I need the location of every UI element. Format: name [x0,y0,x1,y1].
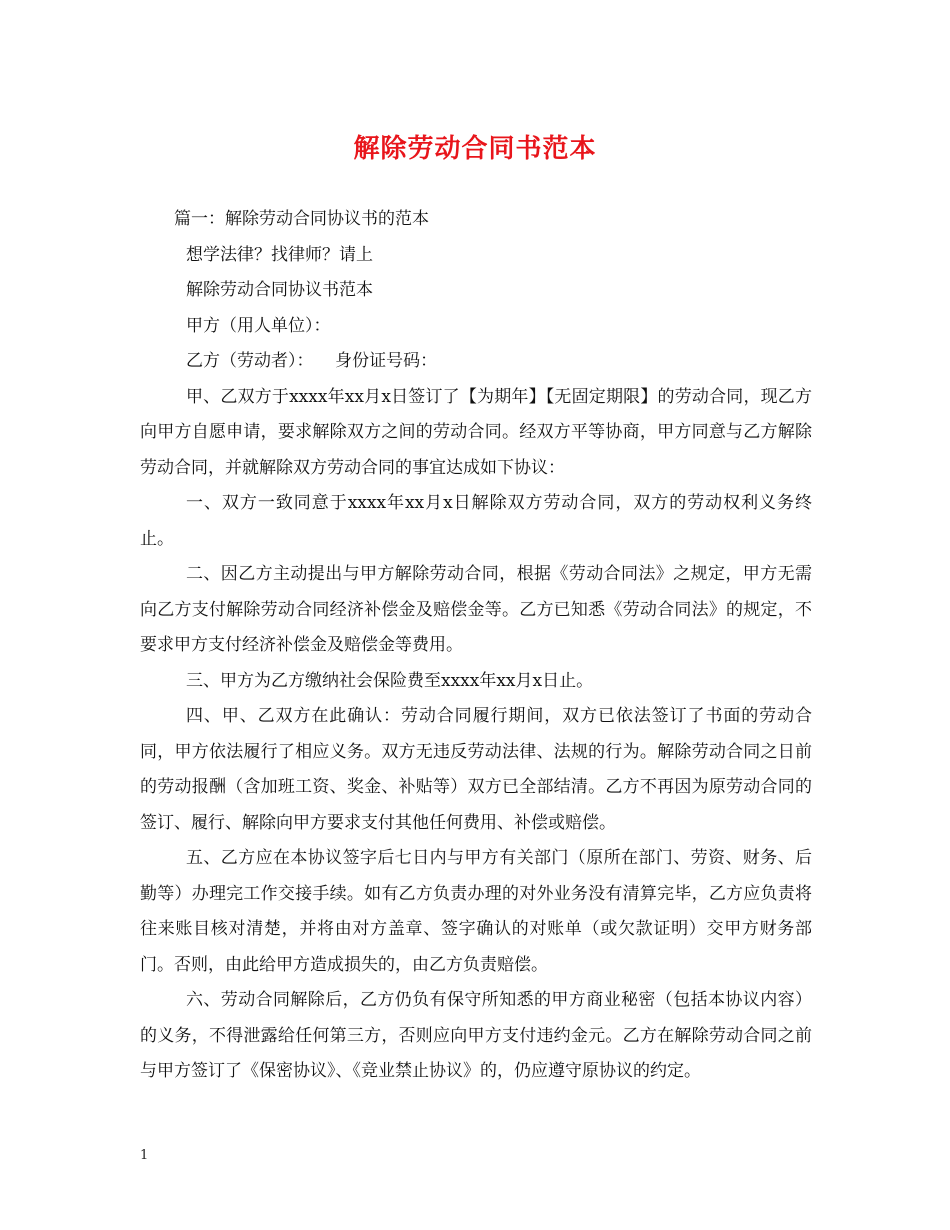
paragraph-clause-3: 三、甲方为乙方缴纳社会保险费至xxxx年xx月x日止。 [186,670,594,691]
paragraph-clause-6: 六、劳动合同解除后，乙方仍负有保守所知悉的甲方商业秘密（包括本协议内容）的义务，不得泄露给任何第三方，否则应向甲方支付违约金元。乙方在解除劳动合同之前与甲方签订了《保密协议》、《竞业禁止协议》的，仍应遵守原协议的约定。 [140,990,812,1081]
document-title: 解除劳动合同书范本 [353,134,597,164]
paragraph-clause-5: 五、乙方应在本协议签字后七日内与甲方有关部门（原所在部门、劳资、财务、后勤等）办理完工作交接手续。如有乙方负责办理的对外业务没有清算完毕，乙方应负责将往来账目核对清楚，并将由对方盖章、签字确认的对账单（或欠款证明）交甲方财务部门。否则，由此给甲方造成损失的，由乙方负责赔偿。 [140,848,812,975]
intro-line: 篇一：解除劳动合同协议书的范本 [174,209,429,229]
page-number: 1 [140,1148,149,1163]
intro-line: 想学法律？找律师？请上 [186,244,373,265]
paragraph-clause-2: 二、因乙方主动提出与甲方解除劳动合同，根据《劳动合同法》之规定，甲方无需向乙方支付解除劳动合同经济补偿金及赔偿金等。乙方已知悉《劳动合同法》的规定，不要求甲方支付经济补偿金及赔偿金等费用。 [140,564,812,655]
paragraph-clause-1: 一、双方一致同意于xxxx年xx月x日解除双方劳动合同，双方的劳动权利义务终止。 [140,493,812,549]
paragraph-preamble: 甲、乙双方于xxxx年xx月x日签订了【为期年】【无固定期限】的劳动合同，现乙方向甲方自愿申请，要求解除双方之间的劳动合同。经双方平等协商，甲方同意与乙方解除劳动合同，并就解除双方劳动合同的事宜达成如下协议： [140,386,812,478]
document-body [140,202,812,1090]
paragraph-clause-4: 四、甲、乙双方在此确认：劳动合同履行期间，双方已依法签订了书面的劳动合同，甲方依法履行了相应义务。双方无违反劳动法律、法规的行为。解除劳动合同之日前的劳动报酬（含加班工资、奖金、补贴等）双方已全部结清。乙方不再因为原劳动合同的签订、履行、解除向甲方要求支付其他任何费用、补偿或赔偿。 [140,706,812,833]
subtitle-line: 解除劳动合同协议书范本 [186,280,373,300]
party-b-line: 乙方（劳动者）： 身份证号码： [186,351,438,371]
party-a-line: 甲方（用人单位）： [186,315,331,336]
